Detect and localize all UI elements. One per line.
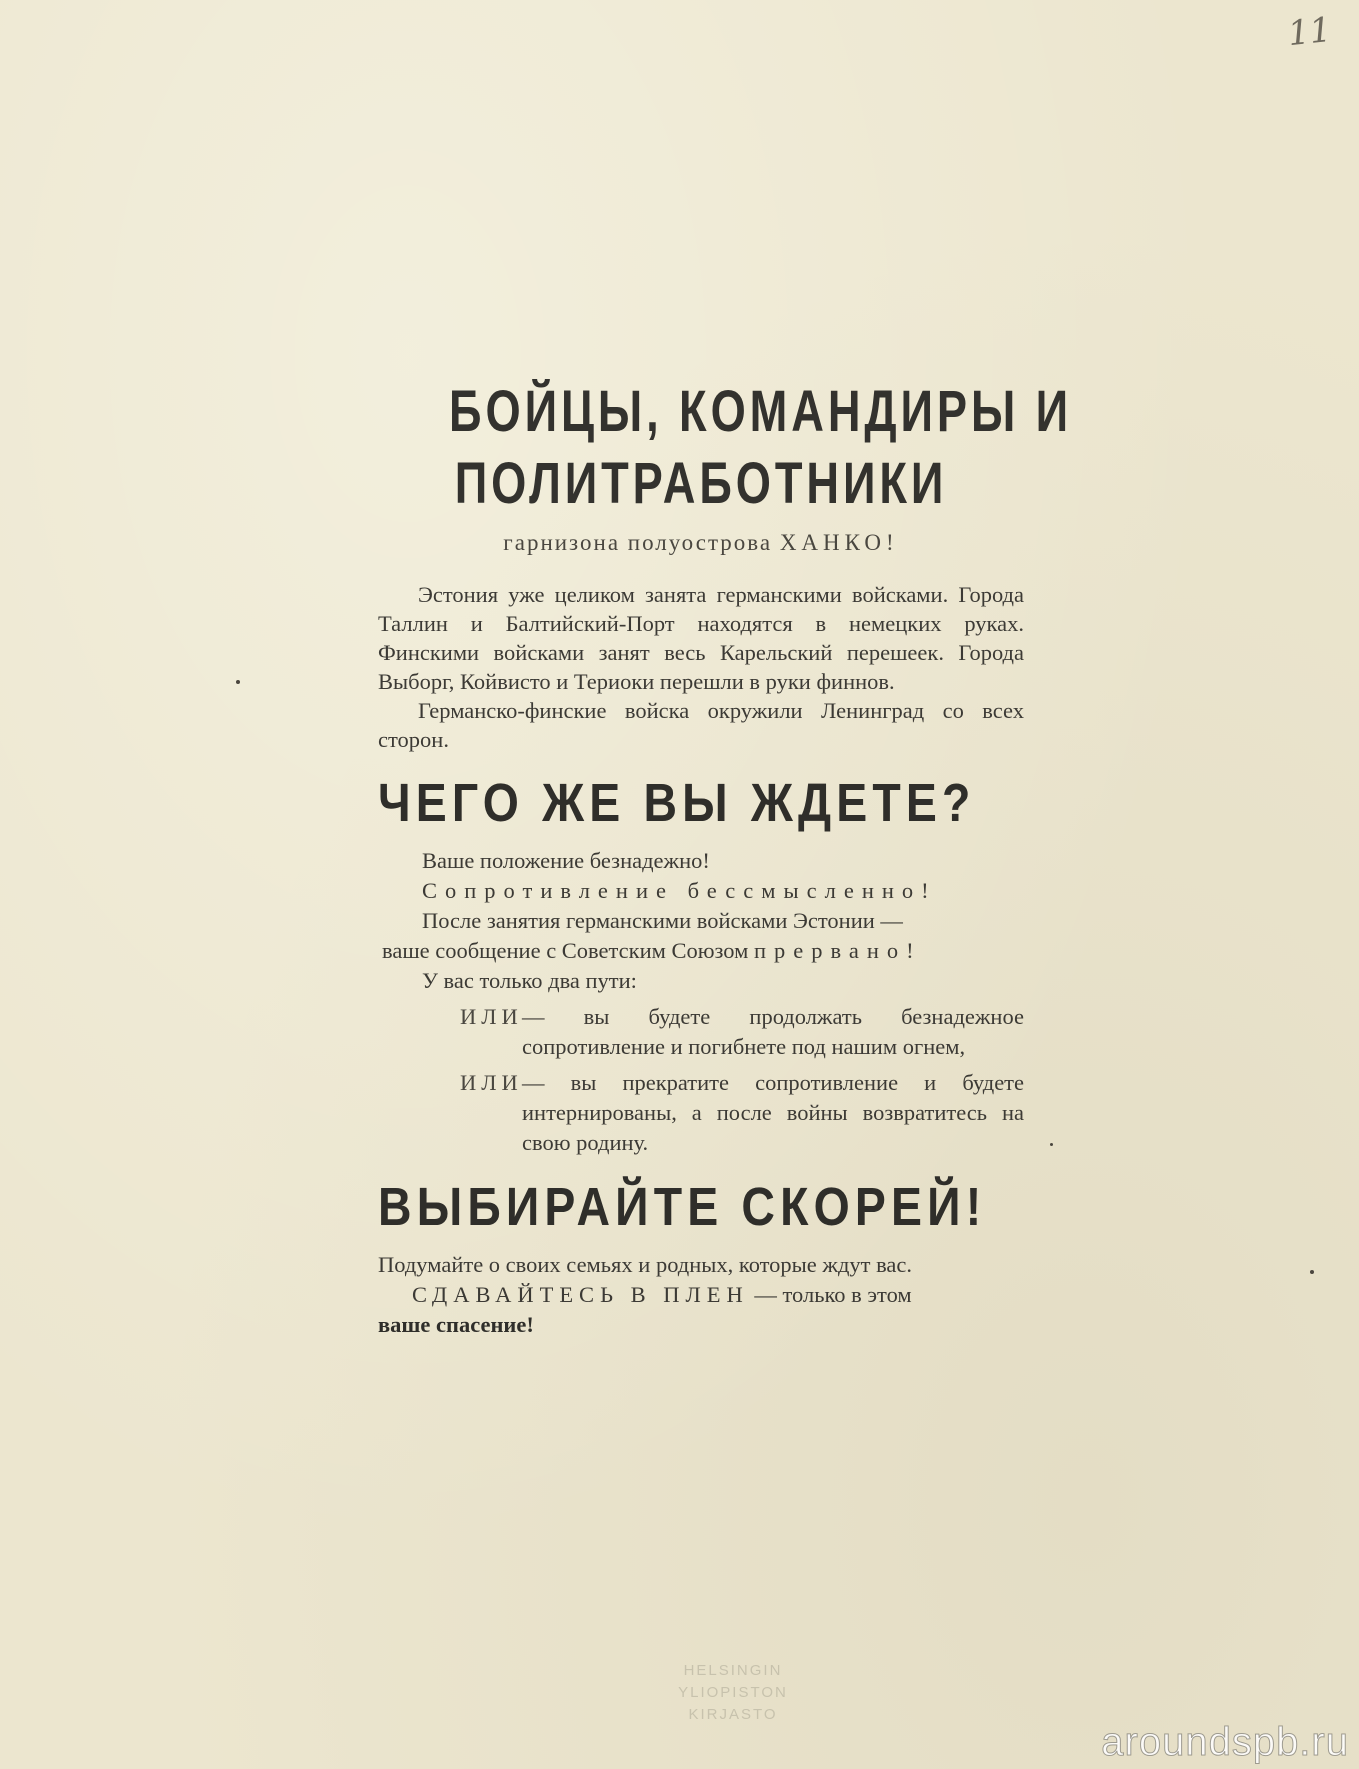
heading-choose: ВЫБИРАЙТЕ СКОРЕЙ! [378,1177,987,1237]
situation-line-4-emphasis: прервано! [753,938,922,963]
stamp-line-2: YLIOPISTON [678,1684,788,1701]
watermark: aroundspb.ru [1101,1720,1349,1764]
option-2-marker: ИЛИ [460,1070,523,1095]
intro-paragraph-1: Эстония уже целиком занята германскими войсками. Города Таллин и Балтийский-Порт находятся в немецких руках. Финскими войсками занят весь Карельский перешеек. Города Выборг, Койвисто и Териоки перешли в руки финнов. [378,582,1024,694]
subtitle-place: ХАНКО! [779,530,899,555]
option-1-text: — вы будете продолжать безнадежное сопротивление и погибнете под нашим огнем, [522,1004,1024,1059]
closing [378,1250,1024,1340]
leaflet [378,376,1073,1340]
situation-line-2: Сопротивление бессмысленно! [422,878,937,903]
closing-line-2 [378,1280,1024,1310]
situation-line-3: После занятия германскими войсками Эстонии — [422,908,903,933]
closing-surrender: СДАВАЙТЕСЬ В ПЛЕН [412,1282,749,1307]
subtitle-prefix: гарнизона полуострова [503,530,773,555]
option-2 [378,1068,1024,1158]
stamp-line-1: HELSINGIN [683,1662,783,1679]
closing-line-1: Подумайте о своих семьях и родных, которые ждут вас. [378,1252,913,1277]
situation-line-5: У вас только два пути: [422,968,637,993]
subtitle [378,530,1024,556]
stamp-line-3: KIRJASTO [688,1706,778,1723]
closing-line-2-suffix: — только в этом [754,1282,912,1307]
situation-line-1: Ваше положение безнадежно! [422,848,710,873]
heading-question: ЧЕГО ЖЕ ВЫ ЖДЕТЕ? [378,773,976,833]
option-1-marker: ИЛИ [460,1004,523,1029]
intro-paragraph-2: Германско-финские войска окружили Ленинград со всех сторон. [378,698,1024,752]
title-line-1: БОЙЦЫ, КОМАНДИРЫ И [449,379,1073,444]
situation-line-4-prefix: ваше сообщение с Советским Союзом [382,938,749,963]
page-number: 11 [1285,9,1333,55]
paper-speck [1050,1143,1053,1146]
title-line-2: ПОЛИТРАБОТНИКИ [454,451,948,516]
closing-line-3: ваше спасение! [378,1312,534,1337]
paper-speck [236,680,240,684]
library-stamp [668,1660,798,1726]
paper-speck [1310,1270,1314,1274]
option-1 [378,1002,1024,1062]
situation [378,846,1024,996]
option-2-text: — вы прекратите сопротивление и будете интернированы, а после войны возвратитесь на свою родину. [522,1070,1024,1155]
intro [378,580,1024,754]
situation-line-4 [378,936,1024,966]
